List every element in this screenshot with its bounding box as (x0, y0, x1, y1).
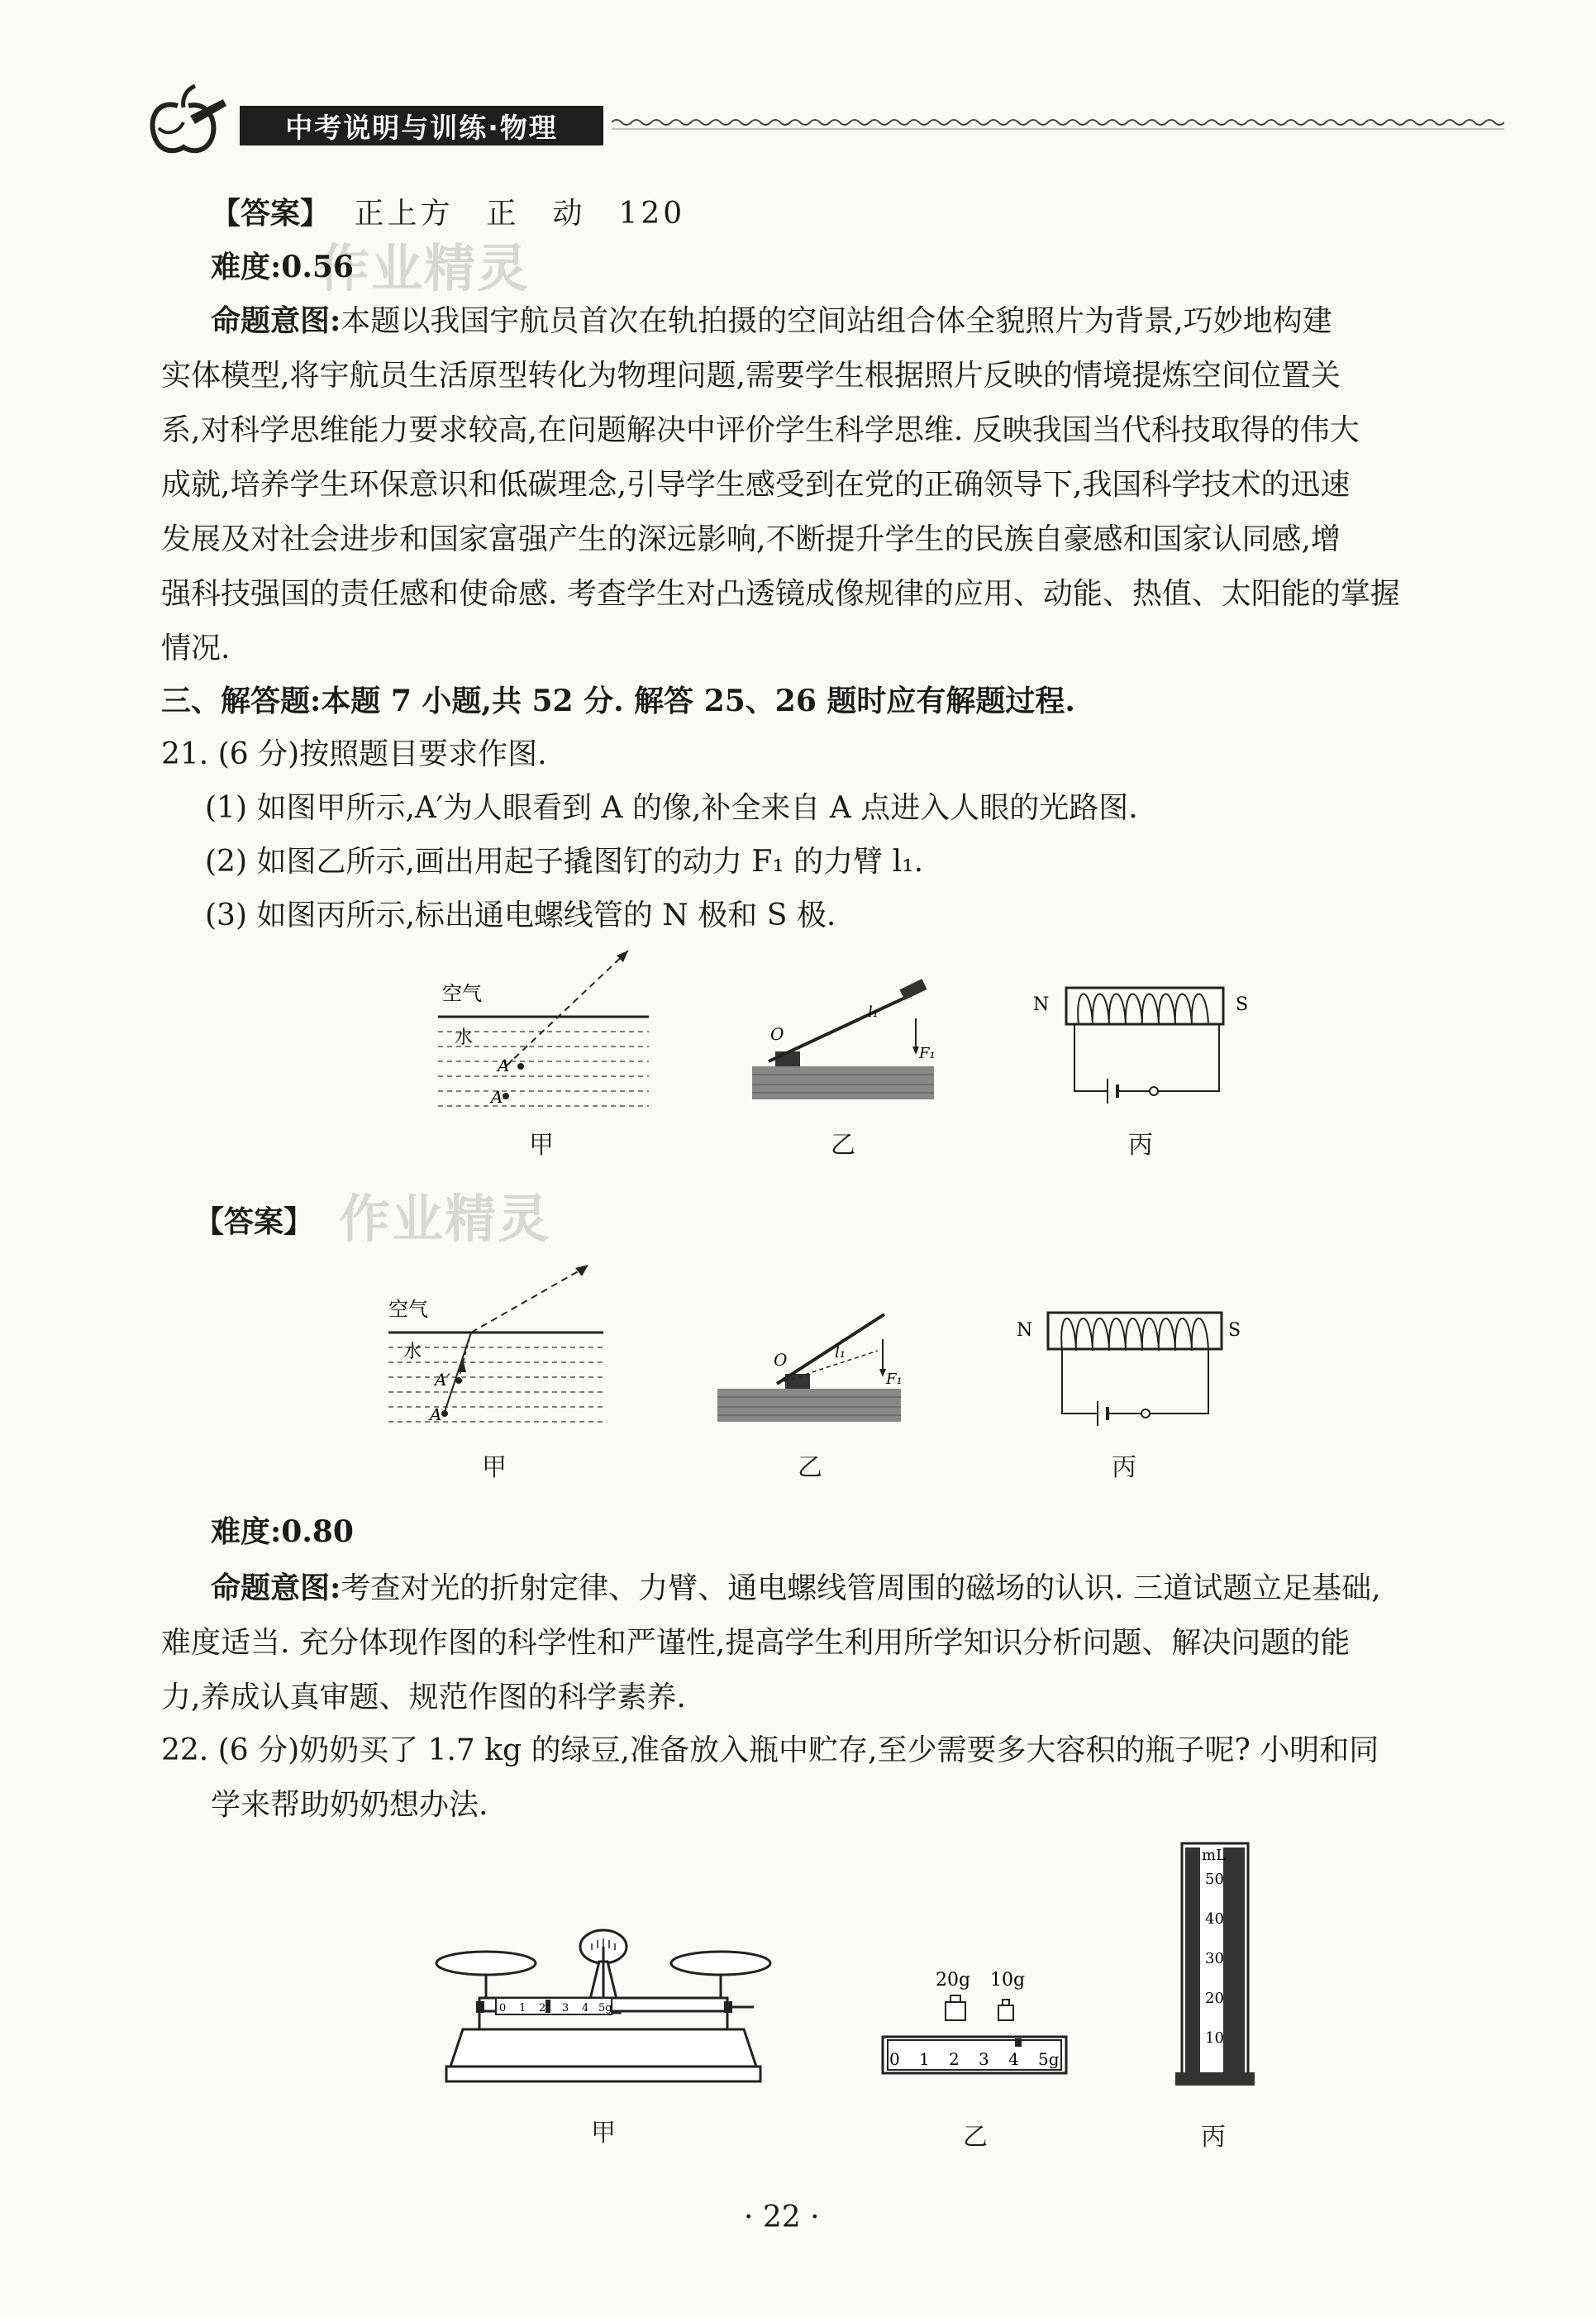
air-label: 空气 (442, 982, 482, 1005)
intent-line: 发展及对社会进步和国家富强产生的深远影响,不断提升学生的民族自豪感和国家认同感,增 (161, 522, 1341, 556)
figure-refraction-question (430, 934, 661, 1124)
figure-measuring-cylinder (1174, 1839, 1256, 2095)
q21-sub3: (3) 如图丙所示,标出通电螺线管的 N 极和 S 极. (205, 899, 836, 932)
s-label: S (1236, 994, 1249, 1015)
water-label: 水 (403, 1342, 422, 1362)
figure-lever-question (744, 975, 942, 1108)
logo-apple-icon (141, 83, 231, 157)
figure-solenoid-question (1033, 975, 1256, 1108)
caption-bing: 丙 (1112, 1453, 1136, 1482)
caption-jia: 甲 (591, 2119, 616, 2148)
caption-jia: 甲 (529, 1131, 554, 1160)
ruler-tick: 1 (519, 2002, 526, 2014)
q22-line: 22. (6 分)奶奶买了 1.7 kg 的绿豆,准备放入瓶中贮存,至少需要多大容积的瓶子呢? 小明和同 (161, 1733, 1379, 1767)
intent-label: 命题意图: (211, 303, 341, 338)
ruler-tick: 5g (1038, 2049, 1060, 2069)
o-label: O (774, 1350, 788, 1370)
intent-text: 本题以我国宇航员首次在轨拍摄的空间站组合体全貌照片为背景,巧妙地构建 (341, 304, 1332, 338)
cylinder-unit: mL (1202, 1847, 1227, 1864)
ruler-tick: 4 (1008, 2049, 1019, 2069)
intent-line: 力,养成认真审题、规范作图的科学素养. (161, 1681, 686, 1714)
caption-yi: 乙 (831, 1131, 855, 1160)
intent-text: 考查对光的折射定律、力臂、通电螺线管周围的磁场的认识. 三道试题立足基础, (341, 1571, 1381, 1605)
n-label: N (1033, 994, 1050, 1015)
ruler-tick: 1 (919, 2049, 930, 2069)
figure-balance (430, 1922, 777, 2104)
figure-lever-answer (711, 1298, 909, 1430)
ruler-tick: 2 (539, 2002, 546, 2014)
caption-yi: 乙 (798, 1453, 822, 1482)
intent-line: 难度适当. 充分体现作图的科学性和严谨性,提高学生利用所学知识分析问题、解决问题的能 (161, 1626, 1351, 1660)
water-label: 水 (455, 1027, 474, 1048)
caption-jia: 甲 (482, 1453, 507, 1482)
q21-sub2: (2) 如图乙所示,画出用起子撬图钉的动力 F₁ 的力臂 l₁. (205, 845, 924, 879)
l1-label: l₁ (868, 1004, 879, 1021)
watermark: 作业精灵 (339, 1189, 551, 1249)
caption-bing: 丙 (1201, 2123, 1226, 2152)
f1-label: F₁ (886, 1371, 903, 1388)
q20-difficulty: 难度:0.56 (211, 250, 354, 284)
answer-text: 正上方 正 动 120 (354, 197, 686, 231)
intent-line (211, 1561, 1500, 1616)
q21-stem: 21. (6 分)按照题目要求作图. (161, 737, 547, 771)
intent-line: 实体模型,将宇航员生活原型转化为物理问题,需要学生根据照片反映的情境提炼空间位置关 (161, 359, 1341, 393)
air-label: 空气 (388, 1298, 428, 1321)
q22-line: 学来帮助奶奶想办法. (211, 1788, 488, 1822)
intent-label: 命题意图: (211, 1571, 341, 1605)
f1-label: F₁ (919, 1045, 936, 1062)
l1-label: l₁ (835, 1344, 846, 1361)
q20-intent (161, 293, 1500, 676)
ruler-tick: 3 (979, 2049, 989, 2069)
header-title: 中考说明与训练·物理 (240, 106, 603, 145)
intent-line: 系,对科学思维能力要求较高,在问题解决中评价学生科学思维. 反映我国当代科技取得的伟大 (161, 413, 1360, 447)
weight-10g-label: 10g (990, 1970, 1026, 1990)
a-label: A (430, 1404, 442, 1424)
caption-bing: 丙 (1128, 1131, 1153, 1160)
ruler-tick: 0 (499, 2002, 507, 2014)
ruler-tick: 4 (582, 2002, 589, 2014)
cylinder-mark: 10 (1205, 2029, 1224, 2047)
ruler-tick: 5g (598, 2002, 612, 2014)
weight-20g-label: 20g (936, 1970, 971, 1990)
q21-answer-tag: 【答案】 (194, 1204, 314, 1239)
figure-refraction-answer (380, 1256, 612, 1438)
q22-stem (161, 1723, 1379, 1833)
intent-line: 情况. (161, 632, 231, 665)
page-number: · 22 · (744, 2200, 820, 2234)
figure-weights (876, 1967, 1074, 2083)
n-label: N (1017, 1320, 1033, 1341)
section-heading: 三、解答题:本题 7 小题,共 52 分. 解答 25、26 题时应有解题过程. (161, 684, 1075, 718)
q21-intent (161, 1561, 1500, 1725)
caption-yi: 乙 (963, 2123, 988, 2152)
header-wave-rule (612, 116, 1504, 132)
cylinder-mark: 50 (1205, 1871, 1224, 1888)
q21-difficulty: 难度:0.80 (211, 1514, 354, 1549)
ruler-tick: 2 (949, 2049, 960, 2069)
figure-solenoid-answer (1017, 1298, 1248, 1430)
cylinder-mark: 30 (1205, 1950, 1224, 1967)
ruler-tick: 3 (562, 2002, 569, 2014)
intent-line: 强科技强国的责任感和使命感. 考查学生对凸透镜成像规律的应用、动能、热值、太阳能的掌握 (161, 577, 1400, 611)
answer-tag: 【答案】 (211, 196, 331, 231)
s-label: S (1228, 1320, 1241, 1341)
intent-line (211, 293, 1500, 349)
q21-sub1: (1) 如图甲所示,A′为人眼看到 A 的像,补全来自 A 点进入人眼的光路图. (205, 791, 1138, 825)
a-prime-label: A′ (498, 1056, 513, 1075)
cylinder-mark: 20 (1205, 1990, 1224, 2007)
o-label: O (770, 1024, 784, 1044)
ruler-tick: 0 (889, 2049, 900, 2069)
a-label: A (491, 1087, 503, 1107)
intent-line: 成就,培养学生环保意识和低碳理念,引导学生感受到在党的正确领导下,我国科学技术的迅速 (161, 468, 1351, 502)
cylinder-mark: 40 (1205, 1910, 1224, 1928)
watermark: 作业精灵 (318, 238, 531, 298)
a-prime-label: A′ (435, 1370, 450, 1390)
